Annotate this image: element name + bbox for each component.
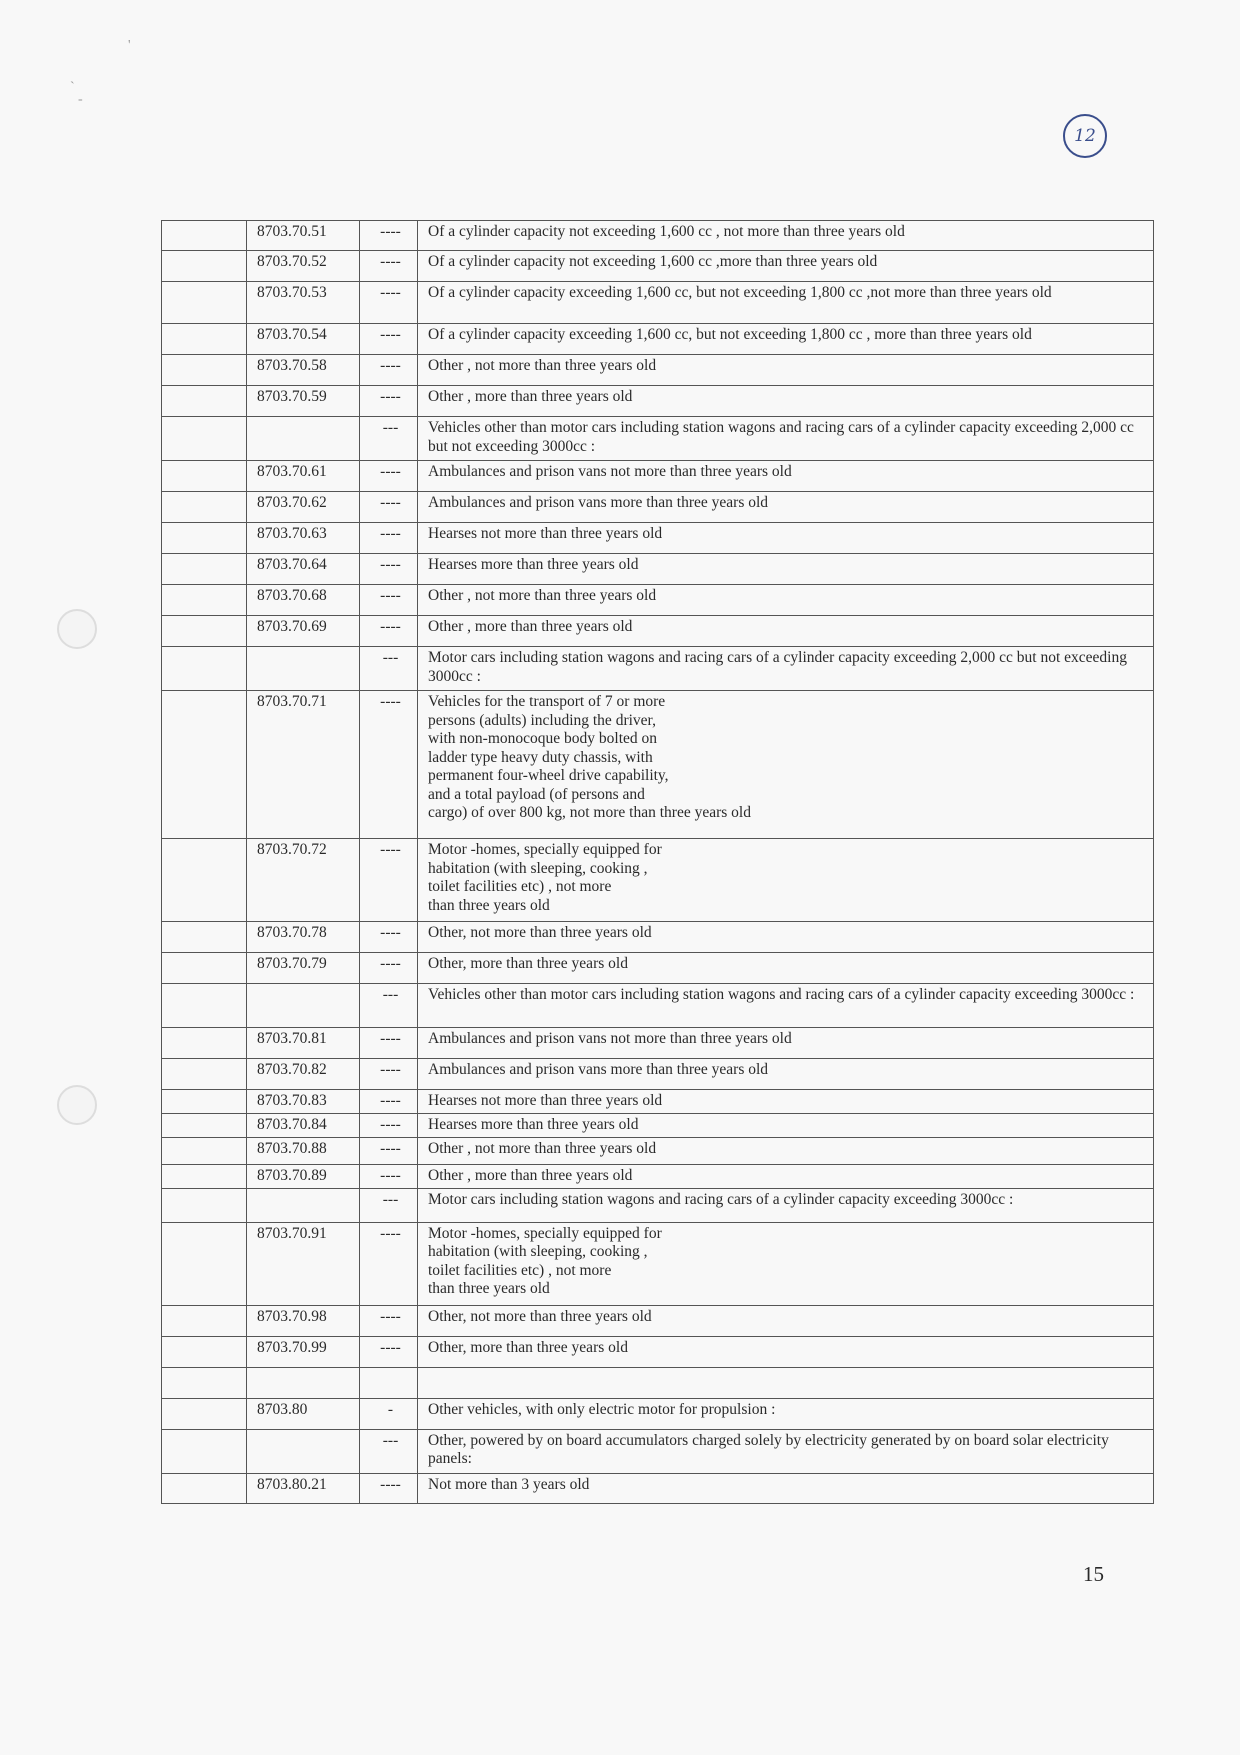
tariff-row [162, 461, 1154, 492]
level-dash-cell: ---- [360, 554, 418, 585]
level-dash-cell: - [360, 1398, 418, 1429]
hs-code-cell: 8703.70.89 [247, 1165, 360, 1189]
blank-cell [162, 492, 247, 523]
hs-code-cell [247, 1367, 360, 1398]
level-dash-cell: ---- [360, 221, 418, 251]
blank-cell [162, 585, 247, 616]
description-cell: Other , more than three years old [418, 1165, 1154, 1189]
description-cell [418, 1367, 1154, 1398]
tariff-row [162, 523, 1154, 554]
tariff-row [162, 324, 1154, 355]
blank-cell [162, 839, 247, 922]
description-cell: Other, powered by on board accumulators charged solely by electricity generated by on board solar electricity panels: [418, 1429, 1154, 1473]
level-dash-cell: --- [360, 647, 418, 691]
hs-code-cell: 8703.70.83 [247, 1090, 360, 1114]
blank-cell [162, 1305, 247, 1336]
level-dash-cell: ---- [360, 1028, 418, 1059]
level-dash-cell: ---- [360, 1114, 418, 1138]
description-cell: Motor cars including station wagons and racing cars of a cylinder capacity exceeding 3000cc : [418, 1188, 1154, 1222]
blank-cell [162, 282, 247, 324]
blank-cell [162, 251, 247, 282]
tariff-row [162, 1114, 1154, 1138]
level-dash-cell [360, 1367, 418, 1398]
tariff-row [162, 1336, 1154, 1367]
description-cell: Other , not more than three years old [418, 1138, 1154, 1165]
tariff-row [162, 1473, 1154, 1503]
blank-cell [162, 221, 247, 251]
hs-code-cell: 8703.70.82 [247, 1059, 360, 1090]
hs-code-cell: 8703.70.63 [247, 523, 360, 554]
blank-cell [162, 1398, 247, 1429]
tariff-row [162, 1367, 1154, 1398]
description-cell: Hearses more than three years old [418, 1114, 1154, 1138]
hs-code-cell: 8703.70.88 [247, 1138, 360, 1165]
hs-code-cell: 8703.70.53 [247, 282, 360, 324]
blank-cell [162, 616, 247, 647]
level-dash-cell: ---- [360, 922, 418, 953]
blank-cell [162, 324, 247, 355]
description-cell: Motor cars including station wagons and racing cars of a cylinder capacity exceeding 2,000 cc but not exceeding 3000cc : [418, 647, 1154, 691]
tariff-row [162, 1138, 1154, 1165]
tariff-row [162, 282, 1154, 324]
description-cell: Motor -homes, specially equipped for habitation (with sleeping, cooking , toilet facilities etc) , not more than three years old [418, 839, 1154, 922]
tariff-row [162, 1222, 1154, 1305]
blank-cell [162, 922, 247, 953]
description-cell: Vehicles for the transport of 7 or more persons (adults) including the driver, with non-monocoque body bolted on ladder type heavy duty chassis, with permanent four-wheel drive capability, and a total payload (of persons and cargo) of over 800 kg, not more than three years old [418, 691, 1154, 839]
description-cell: Other , not more than three years old [418, 355, 1154, 386]
hs-code-cell: 8703.70.68 [247, 585, 360, 616]
page-number: 15 [1083, 1562, 1104, 1586]
level-dash-cell: ---- [360, 1473, 418, 1503]
hs-code-cell: 8703.70.51 [247, 221, 360, 251]
description-cell: Vehicles other than motor cars including station wagons and racing cars of a cylinder capacity exceeding 3000cc : [418, 984, 1154, 1028]
level-dash-cell: ---- [360, 1165, 418, 1189]
tariff-row [162, 1028, 1154, 1059]
tariff-row [162, 386, 1154, 417]
hs-code-cell: 8703.70.84 [247, 1114, 360, 1138]
description-cell: Of a cylinder capacity exceeding 1,600 cc, but not exceeding 1,800 cc , more than three years old [418, 324, 1154, 355]
tariff-row [162, 1188, 1154, 1222]
punch-hole [57, 609, 97, 649]
level-dash-cell: ---- [360, 251, 418, 282]
level-dash-cell: ---- [360, 461, 418, 492]
level-dash-cell: ---- [360, 386, 418, 417]
level-dash-cell: --- [360, 1429, 418, 1473]
level-dash-cell: ---- [360, 1138, 418, 1165]
level-dash-cell: ---- [360, 1336, 418, 1367]
tariff-row [162, 585, 1154, 616]
blank-cell [162, 1473, 247, 1503]
blank-cell [162, 417, 247, 461]
tariff-row [162, 492, 1154, 523]
blank-cell [162, 953, 247, 984]
hs-code-cell: 8703.70.61 [247, 461, 360, 492]
punch-hole [57, 1085, 97, 1125]
blank-cell [162, 554, 247, 585]
hs-code-cell: 8703.70.62 [247, 492, 360, 523]
blank-cell [162, 691, 247, 839]
tariff-row [162, 355, 1154, 386]
tariff-row [162, 691, 1154, 839]
scan-speck: ` [70, 80, 75, 95]
tariff-row [162, 953, 1154, 984]
description-cell: Not more than 3 years old [418, 1473, 1154, 1503]
tariff-row [162, 221, 1154, 251]
level-dash-cell: ---- [360, 953, 418, 984]
blank-cell [162, 1114, 247, 1138]
level-dash-cell: ---- [360, 691, 418, 839]
blank-cell [162, 647, 247, 691]
blank-cell [162, 1059, 247, 1090]
description-cell: Hearses more than three years old [418, 554, 1154, 585]
description-cell: Other, not more than three years old [418, 922, 1154, 953]
description-cell: Of a cylinder capacity not exceeding 1,600 cc ,more than three years old [418, 251, 1154, 282]
blank-cell [162, 1028, 247, 1059]
blank-cell [162, 984, 247, 1028]
hs-code-cell: 8703.80.21 [247, 1473, 360, 1503]
level-dash-cell: ---- [360, 282, 418, 324]
blank-cell [162, 1429, 247, 1473]
hs-code-cell: 8703.80 [247, 1398, 360, 1429]
level-dash-cell: ---- [360, 492, 418, 523]
hs-code-cell: 8703.70.58 [247, 355, 360, 386]
tariff-row [162, 251, 1154, 282]
description-cell: Of a cylinder capacity not exceeding 1,600 cc , not more than three years old [418, 221, 1154, 251]
blank-cell [162, 1165, 247, 1189]
level-dash-cell: ---- [360, 616, 418, 647]
tariff-row [162, 839, 1154, 922]
description-cell: Of a cylinder capacity exceeding 1,600 cc, but not exceeding 1,800 cc ,not more than three years old [418, 282, 1154, 324]
blank-cell [162, 523, 247, 554]
level-dash-cell: ---- [360, 355, 418, 386]
tariff-row [162, 1165, 1154, 1189]
description-cell: Ambulances and prison vans more than three years old [418, 1059, 1154, 1090]
level-dash-cell: ---- [360, 1090, 418, 1114]
hs-code-cell: 8703.70.69 [247, 616, 360, 647]
tariff-row [162, 1398, 1154, 1429]
level-dash-cell: --- [360, 1188, 418, 1222]
description-cell: Other , more than three years old [418, 386, 1154, 417]
blank-cell [162, 461, 247, 492]
level-dash-cell: ---- [360, 585, 418, 616]
hs-code-cell: 8703.70.59 [247, 386, 360, 417]
tariff-row [162, 616, 1154, 647]
level-dash-cell: ---- [360, 1222, 418, 1305]
description-cell: Other , more than three years old [418, 616, 1154, 647]
tariff-row [162, 1059, 1154, 1090]
description-cell: Hearses not more than three years old [418, 523, 1154, 554]
tariff-row [162, 1305, 1154, 1336]
hs-code-cell: 8703.70.99 [247, 1336, 360, 1367]
blank-cell [162, 355, 247, 386]
description-cell: Ambulances and prison vans not more than three years old [418, 461, 1154, 492]
tariff-row [162, 1429, 1154, 1473]
description-cell: Other, more than three years old [418, 1336, 1154, 1367]
tariff-table [161, 220, 1154, 1504]
hs-code-cell: 8703.70.52 [247, 251, 360, 282]
tariff-table-body [162, 221, 1154, 1504]
hs-code-cell: 8703.70.79 [247, 953, 360, 984]
level-dash-cell: ---- [360, 324, 418, 355]
blank-cell [162, 1138, 247, 1165]
description-cell: Ambulances and prison vans not more than three years old [418, 1028, 1154, 1059]
hs-code-cell: 8703.70.81 [247, 1028, 360, 1059]
scan-speck: - [78, 92, 83, 107]
hs-code-cell: 8703.70.91 [247, 1222, 360, 1305]
tariff-row [162, 554, 1154, 585]
hs-code-cell [247, 984, 360, 1028]
hs-code-cell: 8703.70.72 [247, 839, 360, 922]
level-dash-cell: ---- [360, 1305, 418, 1336]
blank-cell [162, 1367, 247, 1398]
tariff-row [162, 984, 1154, 1028]
hs-code-cell [247, 417, 360, 461]
description-cell: Hearses not more than three years old [418, 1090, 1154, 1114]
scan-speck: ' [128, 38, 131, 53]
description-cell: Vehicles other than motor cars including station wagons and racing cars of a cylinder capacity exceeding 2,000 cc but not exceeding 3000cc : [418, 417, 1154, 461]
level-dash-cell: --- [360, 984, 418, 1028]
tariff-row [162, 417, 1154, 461]
level-dash-cell: ---- [360, 839, 418, 922]
tariff-row [162, 922, 1154, 953]
hs-code-cell: 8703.70.98 [247, 1305, 360, 1336]
description-cell: Other, not more than three years old [418, 1305, 1154, 1336]
hs-code-cell [247, 1188, 360, 1222]
blank-cell [162, 1336, 247, 1367]
tariff-row [162, 647, 1154, 691]
description-cell: Motor -homes, specially equipped for habitation (with sleeping, cooking , toilet facilities etc) , not more than three years old [418, 1222, 1154, 1305]
hs-code-cell [247, 647, 360, 691]
blank-cell [162, 1090, 247, 1114]
level-dash-cell: ---- [360, 1059, 418, 1090]
blank-cell [162, 1188, 247, 1222]
description-cell: Other , not more than three years old [418, 585, 1154, 616]
level-dash-cell: --- [360, 417, 418, 461]
description-cell: Ambulances and prison vans more than three years old [418, 492, 1154, 523]
description-cell: Other, more than three years old [418, 953, 1154, 984]
hs-code-cell [247, 1429, 360, 1473]
hs-code-cell: 8703.70.54 [247, 324, 360, 355]
blank-cell [162, 386, 247, 417]
handwritten-page-stamp: 12 [1063, 114, 1107, 158]
hs-code-cell: 8703.70.71 [247, 691, 360, 839]
hs-code-cell: 8703.70.64 [247, 554, 360, 585]
level-dash-cell: ---- [360, 523, 418, 554]
hs-code-cell: 8703.70.78 [247, 922, 360, 953]
description-cell: Other vehicles, with only electric motor for propulsion : [418, 1398, 1154, 1429]
tariff-row [162, 1090, 1154, 1114]
blank-cell [162, 1222, 247, 1305]
